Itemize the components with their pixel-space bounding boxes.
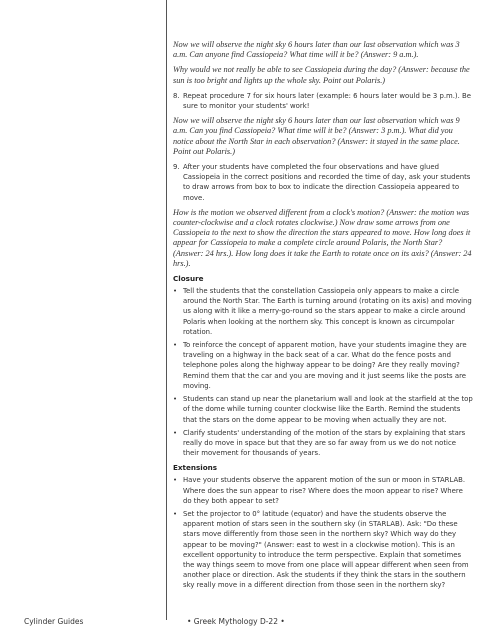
closure-heading: Closure: [173, 274, 204, 284]
closure-bullet: [173, 286, 473, 337]
closure-bullet: [173, 340, 473, 391]
bullet-text: Clarify students' understanding of the motion of the stars by explaining that stars really do move in space but that they are so far away from us we do not notice their movement for thousands of years.: [183, 428, 466, 458]
bullet-icon: •: [173, 395, 178, 404]
bullet-icon: •: [173, 509, 178, 518]
italic-paragraph-4: How is the motion we observed different from a clock's motion? (Answer: the motion was counter-clockwise and a clock rotates clockwise.) Now draw some arrows from one Cassiopeia to the next to show the direction the stars appeared to move. How long does it appear for Cassiopeia to make a complete circle around Polaris, the North Star? (Answer: 24 hrs.). How long does it take the Earth to rotate once on its axis? (Answer: 24 hrs.).: [173, 207, 472, 268]
step-text: Repeat procedure 7 for six hours later (example: 6 hours later would be 3 p.m.). Be sure to monitor your students' work!: [183, 91, 471, 111]
page-content: [173, 40, 473, 594]
bullet-text: Students can stand up near the planetarium wall and look at the starfield at the top of the dome while turning counter clockwise like the Earth. Remind the students that the stars on the dome appear to be moving when actually they are not.: [183, 395, 473, 424]
numbered-step-8: [173, 91, 473, 111]
extensions-bullet: [173, 475, 473, 506]
extensions-bullet: [173, 509, 473, 591]
bullet-text: Set the projector to 0° latitude (equator) and have the students observe the apparent motion of stars seen in the southern sky (in STARLAB). Ask: "Do these stars move differently from those seen in the northern sky? Which way do they appear to be moving?" (Answer: east to west in a clockwise motion). This is an excellent opportunity to introduce the term perspective. Explain that sometimes the way things seem to move from one place will appear different when seen from another place or direction. Ask the students if they think the stars in the southern sky really move in a different direction from those seen in the northern sky?: [183, 509, 469, 590]
numbered-step-9: [173, 162, 473, 203]
bullet-icon: •: [173, 476, 178, 485]
bullet-text: Have your students observe the apparent motion of the sun or moon in STARLAB. Where does the sun appear to rise? Where does the moon appear to rise? Where do they both appear to set?: [183, 476, 466, 505]
italic-paragraph-3: Now we will observe the night sky 6 hours later than our last observation which was 9 a.m. Can you find Cassiopeia? What time will it be? (Answer: 3 p.m.). What did you notice about the North Star in each observation? (Answer: it stayed in the same place. Point out Polaris.): [173, 116, 460, 156]
margin-rule: [166, 0, 167, 620]
footer-left: Cylinder Guides: [24, 617, 84, 626]
italic-paragraph-2: Why would we not really be able to see Cassiopeia during the day? (Answer: because the sun is too bright and lights up the whole sky. Point out Polaris.): [173, 65, 470, 85]
bullet-text: Tell the students that the constellation Cassiopeia only appears to make a circle around the North Star. The Earth is turning around (rotating on its axis) and moving us along with it like a merry-go-round so the stars appear to make a circle around Polaris when looking at the northern sky. This concept is known as circumpolar rotation.: [183, 287, 472, 336]
bullet-icon: •: [173, 428, 178, 437]
bullet-text: To reinforce the concept of apparent motion, have your students imagine they are traveling on a highway in the back seat of a car. What do the fence posts and telephone poles along the highway appear to be doing? Are they really moving? Remind them that the car and you are moving and it just seems like the posts are moving.: [183, 341, 467, 390]
italic-paragraph-1: Now we will observe the night sky 6 hours later than our last observation which was 3 a.m. Can anyone find Cassiopeia? What time will it be? (Answer: 9 a.m.).: [173, 40, 460, 60]
extensions-heading: Extensions: [173, 463, 218, 473]
step-number: 9.: [173, 163, 180, 172]
step-text: After your students have completed the four observations and have glued Cassiopeia in the correct positions and recorded the time of day, ask your students to draw arrows from box to box to indicate the direction Cassiopeia appeared to move.: [183, 163, 471, 202]
step-number: 8.: [173, 91, 180, 100]
closure-bullet: [173, 394, 473, 425]
bullet-icon: •: [173, 341, 178, 350]
footer-center: • Greek Mythology D-22 •: [187, 617, 285, 626]
bullet-icon: •: [173, 287, 178, 296]
closure-bullet: [173, 428, 473, 459]
